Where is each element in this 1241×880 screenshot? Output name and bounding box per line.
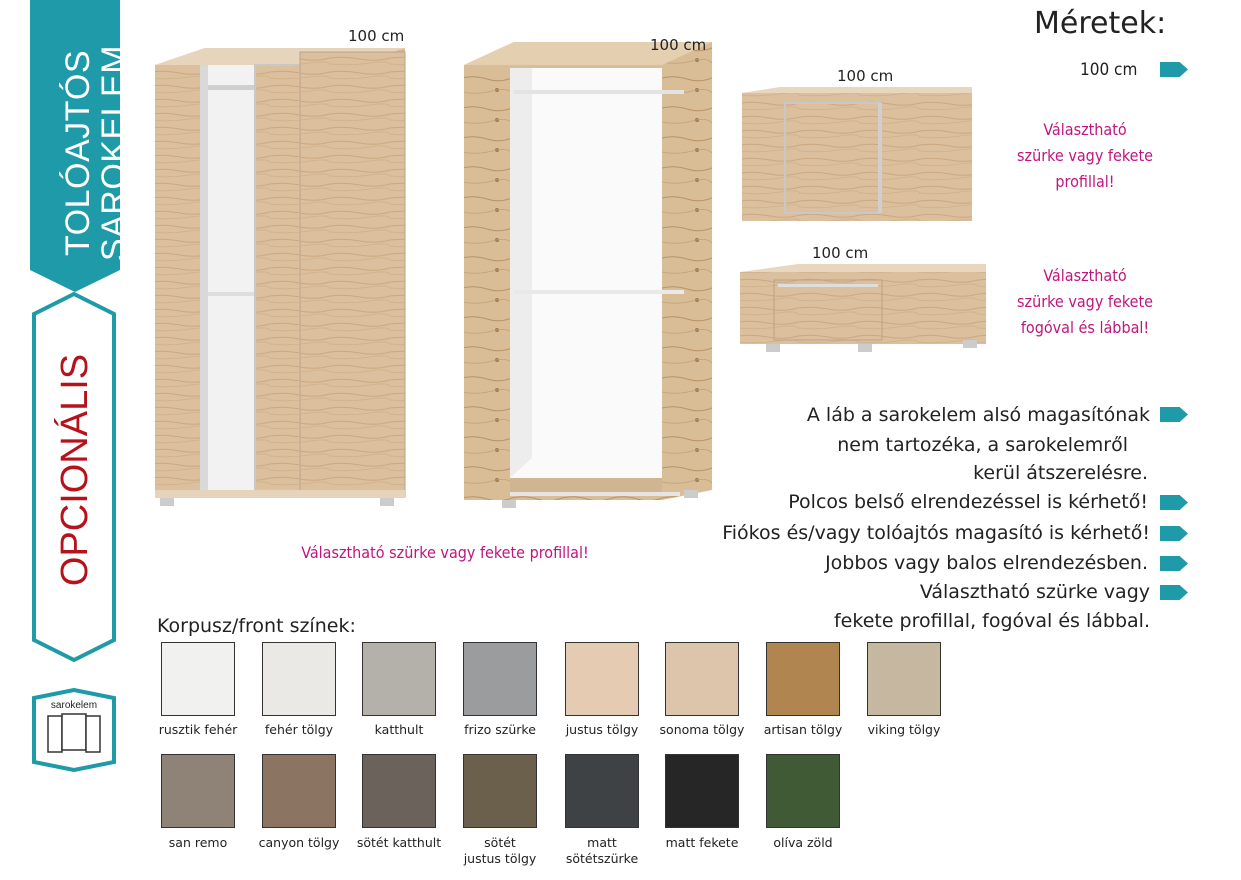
drawer-unit-width: 100 cm [812, 244, 869, 262]
color-swatch [362, 754, 436, 828]
dimensions-title: Méretek: [1034, 6, 1167, 41]
top-extension-image [740, 85, 975, 225]
color-swatch-label: frizo szürke [464, 722, 536, 737]
color-swatch [665, 754, 739, 828]
color-swatch-label: artisan tölgy [763, 722, 843, 737]
color-swatch-label: matt fekete [665, 835, 739, 850]
wardrobe-profile-note: Választható szürke vagy fekete profillal! [301, 543, 589, 562]
leg-note-marker-icon [1160, 407, 1188, 422]
wardrobe1-width: 100 cm [348, 27, 405, 45]
sliding-wardrobe-image [150, 40, 412, 515]
color-swatch-label: fehér tölgy [264, 722, 334, 737]
color-swatch [161, 754, 235, 828]
dimensions-value: 100 cm [1080, 60, 1138, 80]
leg-note-line3: kerül átszerelésre. [973, 462, 1148, 484]
side-marker-icon [1160, 556, 1188, 571]
color-swatch [161, 642, 235, 716]
color-swatch-label: san remo [168, 835, 228, 850]
top-unit-note-line3: profillal! [1055, 172, 1115, 191]
shelf-note: Polcos belső elrendezéssel is kérhető! [788, 491, 1148, 513]
color-swatch-label-line1: matt [587, 835, 617, 850]
color-swatch [665, 642, 739, 716]
dimensions-marker-icon [1160, 62, 1188, 77]
color-swatch [362, 642, 436, 716]
color-swatch-label-line2: justus tölgy [463, 851, 537, 866]
color-swatch-label [552, 835, 652, 867]
banner-arrow [30, 270, 120, 292]
color-swatch-label: justus tölgy [565, 722, 639, 737]
color-swatch-label [450, 835, 550, 867]
shelf-marker-icon [1160, 495, 1188, 510]
side-note: Jobbos vagy balos elrendezésben. [825, 552, 1148, 574]
open-wardrobe-image [462, 40, 722, 510]
drawer-unit-note-line2: szürke vagy fekete [1017, 292, 1153, 311]
color-swatch-label: viking tölgy [867, 722, 941, 737]
color-swatch-label-line2: sötétszürke [565, 851, 639, 866]
top-unit-note [990, 117, 1180, 195]
banner-title-line2: SAROKELEM [95, 44, 133, 262]
drawer-unit-note-line3: fogóval és lábbal! [1020, 318, 1150, 337]
color-swatch [565, 754, 639, 828]
color-swatch [766, 642, 840, 716]
title-banner [30, 0, 133, 270]
wardrobe2-width: 100 cm [650, 36, 707, 54]
color-swatch [867, 642, 941, 716]
color-swatch [463, 642, 537, 716]
banner-title-line1: TOLÓAJTÓS [59, 49, 97, 257]
drawer-extension-image [738, 262, 990, 362]
color-swatch-label: canyon tölgy [258, 835, 340, 850]
leg-note-line1: A láb a sarokelem alsó magasítónak [806, 404, 1150, 426]
top-unit-width: 100 cm [837, 67, 894, 85]
optional-label: OPCIONÁLIS [54, 353, 96, 587]
top-unit-note-line1: Választható [1043, 120, 1127, 139]
color-swatch-label: rusztik fehér [158, 722, 238, 737]
profile-note-line2: fekete profillal, fogóval és lábbal. [833, 610, 1150, 632]
corner-unit-label: sarokelem [50, 700, 98, 711]
color-swatch [262, 754, 336, 828]
color-swatch [565, 642, 639, 716]
banner-title [60, 13, 150, 293]
leg-note-line2: nem tartozéka, a sarokelemről [837, 434, 1128, 456]
colors-title: Korpusz/front színek: [157, 615, 356, 637]
color-swatch-label: olíva zöld [773, 835, 833, 850]
color-swatch-label-line1: sötét [484, 835, 516, 850]
drawer-note: Fiókos és/vagy tolóajtós magasító is kérhető! [722, 522, 1150, 544]
profile-marker-icon [1160, 585, 1188, 600]
color-swatch [262, 642, 336, 716]
top-unit-note-line2: szürke vagy fekete [1017, 146, 1153, 165]
drawer-unit-note-line1: Választható [1043, 266, 1127, 285]
color-swatch [463, 754, 537, 828]
color-swatch-label: sötét katthult [356, 835, 442, 850]
color-swatch [766, 754, 840, 828]
profile-note-line1: Választható szürke vagy [919, 581, 1150, 603]
drawer-unit-note [990, 263, 1180, 341]
color-swatch-label: katthult [374, 722, 424, 737]
drawer-marker-icon [1160, 526, 1188, 541]
color-swatch-label: sonoma tölgy [659, 722, 745, 737]
